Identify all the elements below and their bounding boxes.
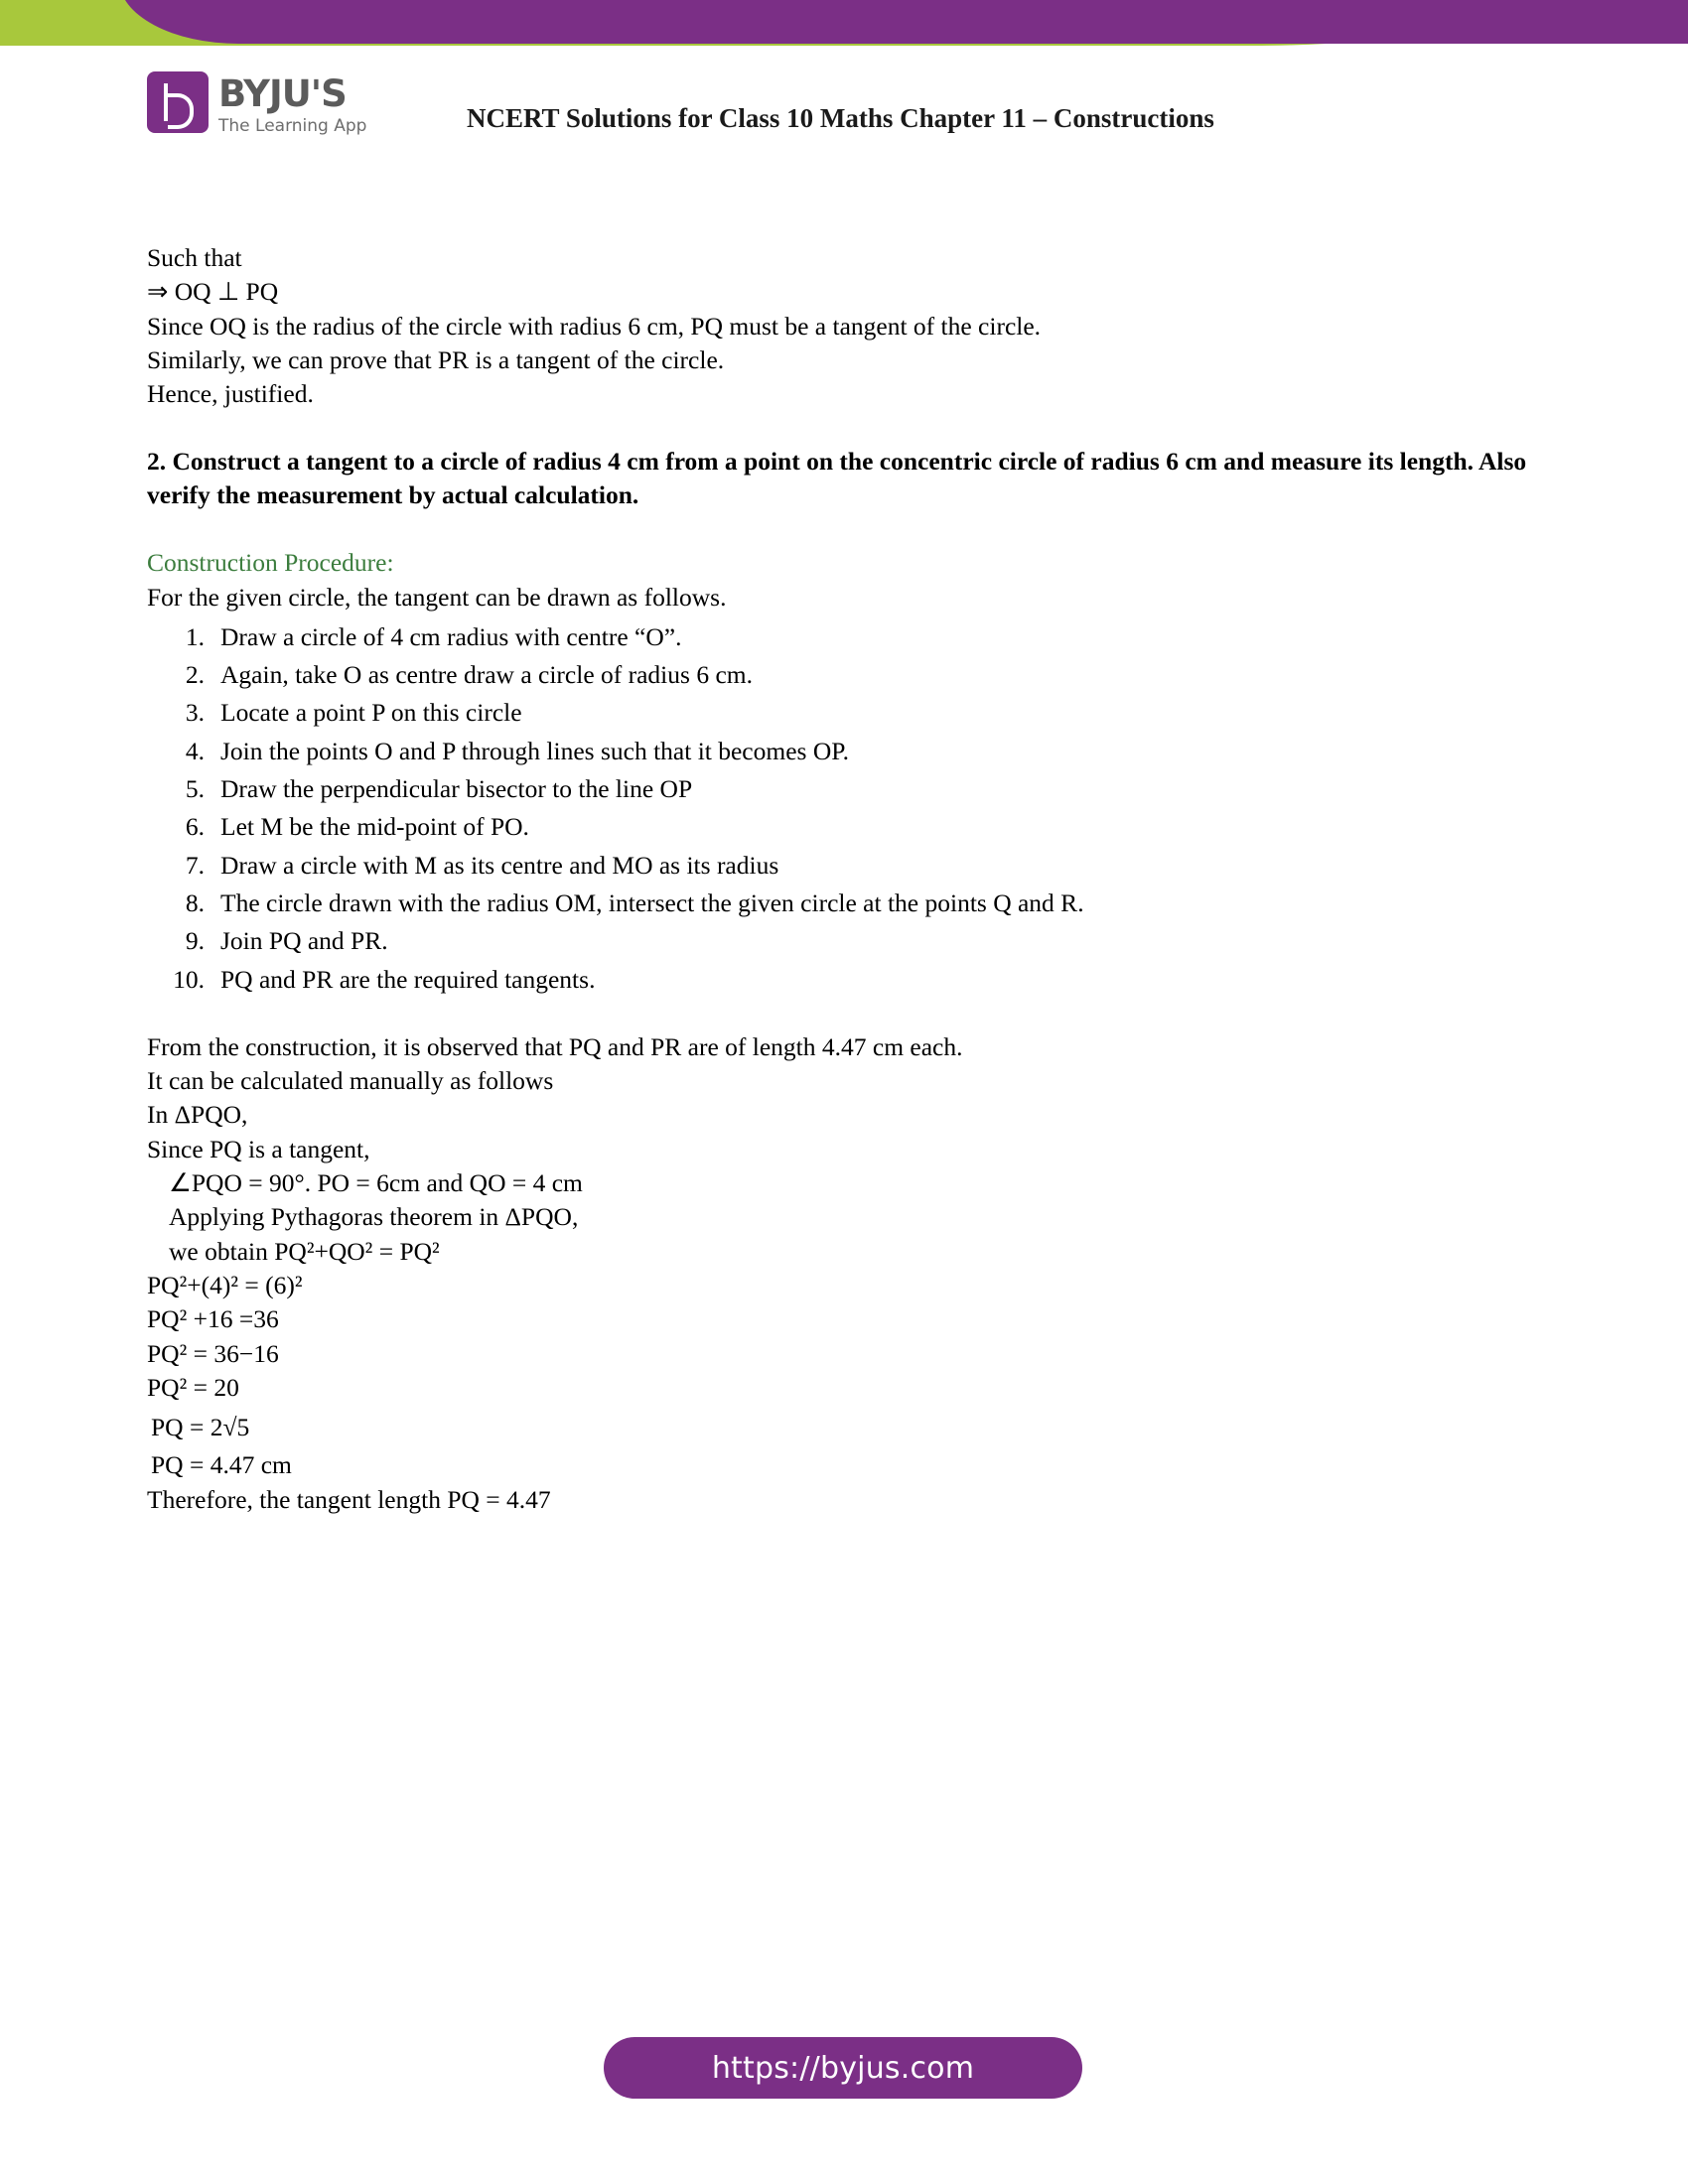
- document-body: [147, 241, 1557, 1517]
- observation-line: In ΔPQO,: [147, 1100, 248, 1130]
- equation-line: PQ² +16 =36: [147, 1304, 279, 1334]
- page-footer: [0, 1995, 1688, 2184]
- list-item: [147, 658, 1557, 692]
- equation-line: PQ = 2√5: [151, 1413, 250, 1442]
- step-number: 2.: [185, 660, 205, 690]
- procedure-heading: Construction Procedure:: [147, 548, 394, 578]
- equation-line: PQ = 4.47 cm: [151, 1450, 292, 1480]
- list-item: [147, 772, 1557, 806]
- step-number: 5.: [185, 774, 205, 804]
- equation-line: PQ²+(4)² = (6)²: [147, 1270, 303, 1299]
- equation-line: PQ² = 36−16: [147, 1338, 279, 1368]
- list-item: [147, 963, 1557, 997]
- byjus-url-label: https://byjus.com: [711, 2050, 975, 2086]
- equation-line: PQ² = 20: [147, 1372, 239, 1402]
- step-number: 7.: [185, 850, 205, 880]
- list-item: [147, 735, 1557, 768]
- byjus-logo: [147, 71, 366, 135]
- step-text: Draw a circle of 4 cm radius with centre “O”.: [220, 621, 682, 651]
- observation-line: From the construction, it is observed that PQ and PR are of length 4.47 cm each.: [147, 1031, 963, 1061]
- observation-line: It can be calculated manually as follows: [147, 1066, 554, 1096]
- construction-steps-list: [147, 620, 1557, 997]
- step-number: 9.: [185, 926, 205, 956]
- byjus-logo-icon: [147, 71, 209, 133]
- top-decorative-banner: [0, 0, 1688, 77]
- calculation-line: we obtain PQ²+QO² = PQ²: [169, 1236, 440, 1266]
- calculation-line: ∠PQO = 90°. PO = 6cm and QO = 4 cm: [169, 1168, 583, 1198]
- page-title: NCERT Solutions for Class 10 Maths Chapter 11 – Constructions: [467, 103, 1214, 133]
- byjus-logo-text: [218, 71, 366, 135]
- step-number: 4.: [185, 736, 205, 765]
- calculation-line: Applying Pythagoras theorem in ΔPQO,: [169, 1202, 579, 1232]
- list-item: [147, 849, 1557, 883]
- step-number: 3.: [185, 698, 205, 728]
- byjus-url-button[interactable]: [604, 2037, 1082, 2099]
- intro-paragraph: [147, 241, 1557, 411]
- step-number: 10.: [173, 964, 205, 994]
- step-text: Draw the perpendicular bisector to the line OP: [220, 774, 693, 804]
- observation-line: Since PQ is a tangent,: [147, 1134, 370, 1163]
- banner-purple-shape: [119, 0, 1688, 44]
- list-item: [147, 887, 1557, 920]
- question-text: 2. Construct a tangent to a circle of radius 4 cm from a point on the concentric circle of radius 6 cm and measure its length. Also verify the measurement by actual calculation.: [147, 447, 1527, 510]
- step-text: Locate a point P on this circle: [220, 698, 522, 728]
- page-header: [0, 72, 1688, 177]
- list-item: [147, 924, 1557, 958]
- list-item: [147, 620, 1557, 654]
- logo-subtitle: The Learning App: [218, 116, 367, 136]
- procedure-intro: For the given circle, the tangent can be drawn as follows.: [147, 582, 727, 612]
- equation-block: [147, 1269, 1557, 1483]
- step-text: Join the points O and P through lines such that it becomes OP.: [220, 736, 849, 765]
- step-text: Join PQ and PR.: [220, 926, 388, 956]
- step-text: Draw a circle with M as its centre and MO as its radius: [220, 850, 779, 880]
- step-text: Again, take O as centre draw a circle of radius 6 cm.: [220, 660, 753, 690]
- step-text: The circle drawn with the radius OM, intersect the given circle at the points Q and R.: [220, 887, 1084, 917]
- calculation-paragraph: [147, 1166, 1557, 1269]
- observation-paragraph: [147, 1030, 1557, 1166]
- list-item: [147, 810, 1557, 844]
- step-text: Let M be the mid-point of PO.: [220, 812, 529, 842]
- conclusion-line: Therefore, the tangent length PQ = 4.47: [147, 1484, 551, 1514]
- intro-line: ⇒ OQ ⊥ PQ: [147, 277, 279, 307]
- intro-line: Similarly, we can prove that PR is a tangent of the circle.: [147, 344, 725, 374]
- step-number: 1.: [185, 621, 205, 651]
- intro-line: Such that: [147, 243, 242, 272]
- intro-line: Hence, justified.: [147, 379, 314, 409]
- intro-line: Since OQ is the radius of the circle with radius 6 cm, PQ must be a tangent of the circle.: [147, 311, 1042, 341]
- logo-title: BYJU'S: [218, 72, 347, 115]
- list-item: [147, 696, 1557, 730]
- step-number: 6.: [185, 812, 205, 842]
- step-text: PQ and PR are the required tangents.: [220, 964, 596, 994]
- step-number: 8.: [185, 887, 205, 917]
